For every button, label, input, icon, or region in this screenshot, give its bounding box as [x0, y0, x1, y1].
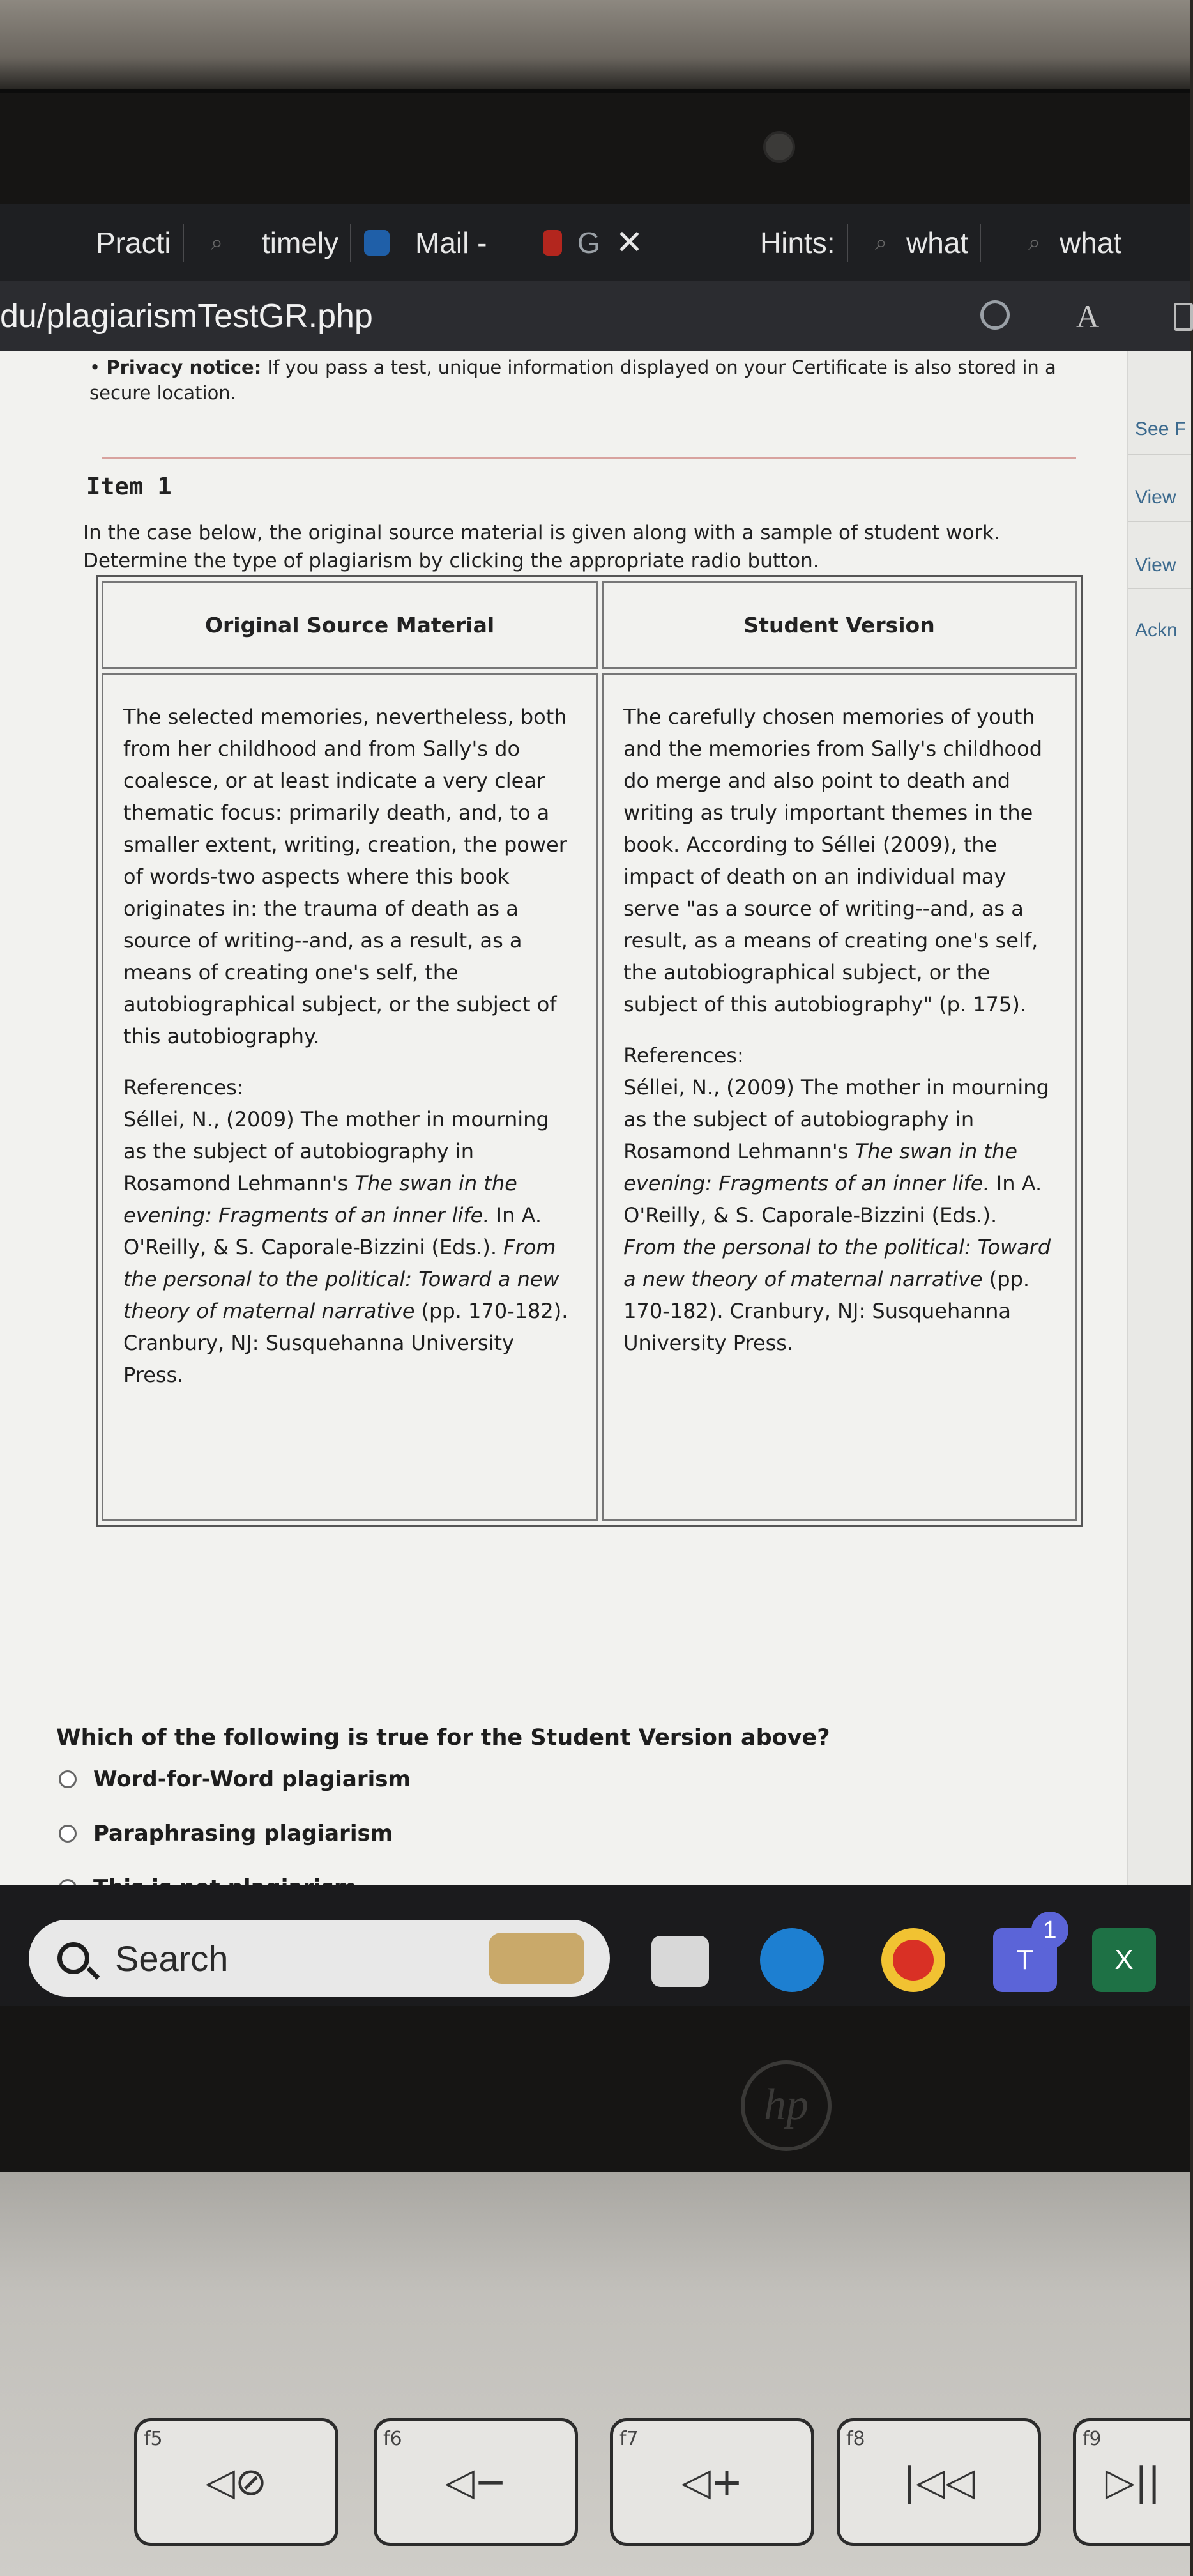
- address-bar[interactable]: [0, 281, 1190, 351]
- search-label: Search: [115, 1938, 229, 1979]
- tab-label: Practi: [96, 226, 171, 259]
- key-f6[interactable]: [374, 2418, 578, 2546]
- side-link-view-2[interactable]: View: [1135, 555, 1176, 576]
- reference-author: Séllei, N., (2009) The mother in mourning as the subject of autobiography in Rosamond Lehmann's: [123, 1107, 549, 1195]
- tab-timely[interactable]: [262, 216, 351, 270]
- taskbar-search[interactable]: [29, 1920, 610, 1997]
- column-header-student: Student Version: [602, 581, 1077, 669]
- tab-what-2[interactable]: [1028, 216, 1121, 270]
- original-passage: The selected memories, nevertheless, both from her childhood and from Sally's do coalesce, or at least indicate a very clear thematic focus: primarily death, and, to a smaller extent, writing, creation, the power of words-two aspects where this book originates in: the trauma of death as a source of writing--and, as a result, as a means of creating one's self, the autobiographical subject, or the subject of this autobiography.: [123, 705, 567, 1048]
- original-references: [123, 1071, 576, 1391]
- tab-divider: [183, 224, 184, 262]
- browser-tab-bar: [0, 204, 1190, 281]
- outlook-icon: [364, 230, 390, 256]
- background-wall: [0, 0, 1190, 96]
- radio-button[interactable]: [59, 1825, 77, 1843]
- volume-up-icon: ◁+: [681, 2460, 743, 2504]
- tab-label: Hints:: [760, 226, 835, 259]
- side-link-ackn[interactable]: Ackn: [1135, 620, 1178, 641]
- student-passage: The carefully chosen memories of youth and the memories from Sally's childhood do merge and also point to death and writing as truly important themes in the book. According to Séllei (2009), the impact of death on an individual may serve "as a source of writing--and, as a result, as a means of creating one's self, the autobiographical subject, or the subject of this autobiography" (p. 175).: [623, 705, 1043, 1016]
- reference-editors: In A. O'Reilly, & S. Caporale-Bizzini (Eds.).: [123, 1203, 542, 1259]
- previous-track-icon: |◁◁: [902, 2460, 975, 2504]
- side-link-see[interactable]: See F: [1135, 418, 1187, 440]
- key-fn-label: f9: [1083, 2428, 1102, 2450]
- teams-icon[interactable]: T: [993, 1928, 1057, 1992]
- edge-icon[interactable]: [760, 1928, 824, 1992]
- tab-divider: [350, 224, 351, 262]
- tab-label: Mail -: [415, 226, 487, 259]
- close-icon[interactable]: ✕: [615, 224, 644, 261]
- hp-logo: hp: [741, 2060, 832, 2151]
- search-highlight-icon: [489, 1933, 584, 1984]
- key-fn-label: f7: [619, 2428, 639, 2450]
- option-paraphrasing[interactable]: [59, 1821, 393, 1846]
- task-view-icon[interactable]: [651, 1936, 709, 1987]
- tab-practice[interactable]: [96, 216, 184, 270]
- excel-icon[interactable]: X: [1092, 1928, 1156, 1992]
- privacy-notice-label: Privacy notice:: [106, 356, 262, 378]
- key-f8[interactable]: [837, 2418, 1041, 2546]
- privacy-notice-text: If you pass a test, unique information displayed on your Certificate is also stored in a secure location.: [89, 356, 1056, 404]
- references-label: References:: [623, 1043, 744, 1068]
- reference-title: The swan in the evening: Fragments of an inner life.: [123, 1171, 517, 1227]
- reference-title: The swan in the evening: Fragments of an inner life.: [623, 1139, 1017, 1195]
- tab-hints[interactable]: [760, 216, 848, 270]
- tab-mail[interactable]: [364, 216, 487, 270]
- reference-book: From the personal to the political: Toward a new theory of maternal narrative: [623, 1235, 1051, 1291]
- tab-search-icon-slot[interactable]: [211, 216, 223, 270]
- tab-what-1[interactable]: [875, 216, 981, 270]
- search-icon: ⌕: [875, 230, 888, 255]
- item-intro: In the case below, the original source material is given along with a sample of student work. Determine the type of plagiarism by clicking the appropriate radio button.: [83, 521, 1000, 572]
- webcam-icon: [763, 131, 795, 163]
- search-icon: ⌕: [1028, 230, 1041, 255]
- zoom-out-icon[interactable]: [980, 300, 1010, 330]
- key-f5[interactable]: [134, 2418, 338, 2546]
- notification-badge: 1: [1031, 1912, 1068, 1949]
- chrome-icon[interactable]: [881, 1928, 945, 1992]
- tab-divider: [847, 224, 848, 262]
- side-link-view-1[interactable]: View: [1135, 487, 1176, 508]
- reference-author: Séllei, N., (2009) The mother in mourning as the subject of autobiography in Rosamond Lehmann's: [623, 1075, 1049, 1163]
- divider: [1128, 588, 1191, 589]
- key-f9[interactable]: [1073, 2418, 1190, 2546]
- page-content: [0, 351, 1143, 1885]
- column-header-original: Original Source Material: [102, 581, 598, 669]
- key-f7[interactable]: [610, 2418, 814, 2546]
- key-fn-label: f8: [846, 2428, 865, 2450]
- divider: [1128, 454, 1191, 455]
- mute-icon: ◁⊘: [205, 2460, 268, 2504]
- search-icon: ⌕: [211, 230, 224, 255]
- url-text[interactable]: du/plagiarismTestGR.php: [0, 298, 373, 335]
- windows-taskbar: [0, 1885, 1190, 2006]
- radio-button[interactable]: [59, 1770, 77, 1788]
- option-label[interactable]: Word-for-Word plagiarism: [93, 1767, 411, 1792]
- search-icon: [57, 1942, 89, 1974]
- split-screen-icon[interactable]: [1174, 303, 1193, 331]
- question-prompt: Which of the following is true for the Student Version above?: [56, 1725, 830, 1751]
- side-panel: [1127, 351, 1191, 1885]
- tab-label: what: [906, 226, 969, 259]
- tab-label: what: [1060, 226, 1122, 259]
- reference-book: From the personal to the political: Toward a new theory of maternal narrative: [123, 1235, 559, 1323]
- reference-publisher: (pp. 170-182). Cranbury, NJ: Susquehanna University Press.: [123, 1299, 568, 1387]
- shield-icon: [543, 230, 562, 256]
- divider: [102, 457, 1076, 459]
- tab-label: timely: [262, 226, 339, 259]
- tab-google-active[interactable]: [543, 216, 643, 270]
- key-fn-label: f6: [383, 2428, 402, 2450]
- reference-publisher: (pp. 170-182). Cranbury, NJ: Susquehanna University Press.: [623, 1267, 1030, 1355]
- reference-editors: In A. O'Reilly, & S. Caporale-Bizzini (Eds.).: [623, 1171, 1042, 1227]
- divider: [1128, 521, 1191, 522]
- references-label: References:: [123, 1075, 244, 1100]
- tab-divider: [980, 224, 981, 262]
- student-version-cell: [602, 673, 1077, 1521]
- student-references: [623, 1039, 1055, 1359]
- laptop-screen: [0, 204, 1190, 1885]
- tab-label: G: [577, 226, 600, 259]
- play-pause-icon: ▷||: [1105, 2460, 1161, 2504]
- option-label[interactable]: Paraphrasing plagiarism: [93, 1821, 393, 1846]
- comparison-table: [96, 575, 1083, 1527]
- privacy-notice: • Privacy notice: If you pass a test, unique information displayed on your Certificate is also stored in a secure location.: [89, 356, 1056, 404]
- volume-down-icon: ◁−: [445, 2460, 507, 2504]
- original-source-cell: [102, 673, 598, 1521]
- item-title: Item 1: [86, 473, 172, 500]
- option-word-for-word[interactable]: [59, 1767, 411, 1792]
- key-fn-label: f5: [144, 2428, 163, 2450]
- read-aloud-icon[interactable]: A: [1076, 298, 1100, 334]
